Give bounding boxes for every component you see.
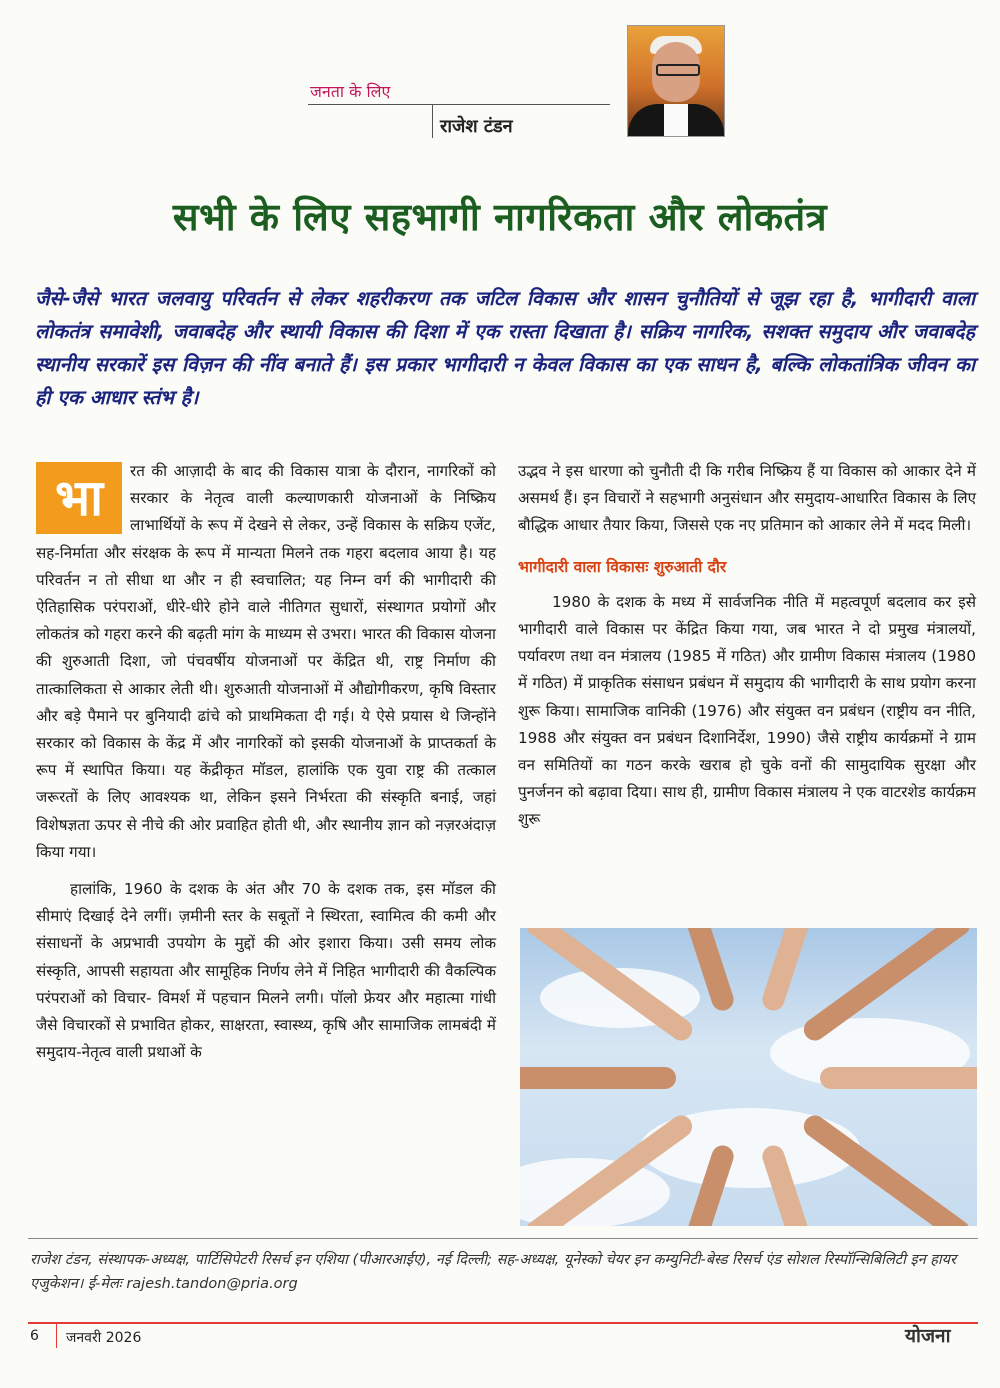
right-paragraph-1: उद्भव ने इस धारणा को चुनौती दी कि गरीब निष्क्रिय हैं या विकास को आकार देने में असमर्थ हैं। इन विचारों ने सहभागी अनुसंधान और समुदाय-आधारित विकास के लिए बौद्धिक आधार तैयार किया, जिससे एक नए प्रतिमान को आकार लेने में मदद मिली।: [518, 462, 976, 535]
hand: [820, 1067, 977, 1089]
column-label: जनता के लिए: [310, 82, 391, 101]
footer-divider: [56, 1322, 57, 1348]
author-name: राजेश टंडन: [440, 116, 513, 137]
right-column: [518, 458, 976, 834]
hands-circle-photo: [520, 928, 977, 1226]
article-intro: जैसे-जैसे भारत जलवायु परिवर्तन से लेकर शहरीकरण तक जटिल विकास और शासन चुनौतियों से जूझ रहा है, भागीदारी वाला लोकतंत्र समावेशी, जवाबदेह और स्थायी विकास की दिशा में एक रास्ता दिखाता है। सक्रिय नागरिक, सशक्त समुदाय और जवाबदेह स्थानीय सरकारें इस विज़न की नींव बनाते हैं। इस प्रकार भागीदारी न केवल विकास का एक साधन है, बल्कि लोकतांत्रिक जीवन का ही एक आधार स्तंभ है।: [35, 287, 975, 409]
left-paragraph-1: रत की आज़ादी के बाद की विकास यात्रा के दौरान, नागरिकों को सरकार के नेतृत्व वाली कल्याणकारी योजनाओं के निष्क्रिय लाभार्थियों के रूप में देखने से लेकर, उन्हें विकास के सक्रिय एजेंट, सह-निर्माता और संरक्षक के रूप में मान्यता मिलने तक गहरा बदलाव आया है। यह परिवर्तन न तो सीधा था और न ही स्वचालित; यह निम्न वर्ग की भागीदारी की ऐतिहासिक परंपराओं, धीरे-धीरे होने वाले नीतिगत सुधारों, संस्थागत प्रयोगों और लोकतंत्र को गहरा करने की बढ़ती मांग के माध्यम से उभरा। भारत की विकास योजना की शुरुआती दिशा, जो पंचवर्षीय योजनाओं पर केंद्रित थी, राष्ट्र निर्माण की तात्कालिकता से आकार लेती थी। शुरुआती योजनाओं में औद्योगीकरण, कृषि विस्तार और बड़े पैमाने पर बुनियादी ढांचे को प्राथमिकता दी गई। ये ऐसे प्रयास थे जिन्होंने सरकार को विकास के केंद्र में और नागरिकों को इसकी योजनाओं के प्राप्तकर्ता के रूप में स्थापित किया। यह केंद्रीकृत मॉडल, हालांकि एक युवा राष्ट्र की तत्काल जरूरतों के लिए आवश्यक था, लेकिन इसने निर्भरता की संस्कृति बनाई, जहां विशेषज्ञता ऊपर से नीचे की ओर प्रवाहित होती थी, और स्थानीय ज्ञान को नज़रअंदाज़ किया गया।: [36, 462, 496, 861]
header-divider: [308, 104, 610, 105]
hand: [760, 928, 843, 1013]
header-divider-vertical: [432, 104, 433, 138]
left-paragraph-2: हालांकि, 1960 के दशक के अंत और 70 के दशक तक, इस मॉडल की सीमाएं दिखाई देने लगीं। ज़मीनी स्तर के सबूतों ने स्थिरता, स्वामित्व की कमी और संसाधनों के अप्रभावी उपयोग के मुद्दों की ओर इशारा किया। उसी समय लोक संस्कृति, आपसी सहायता और सामूहिक निर्णय लेने में निहित भागीदारी की वैकल्पिक परंपराओं को विचार- विमर्श में पहचान मिलने लगी। पॉलो फ्रेयर और महात्मा गांधी जैसे विचारकों से प्रभावित होकर, साक्षरता, स्वास्थ्य, कृषि और सामाजिक लामबंदी में समुदाय-नेतृत्व वाली प्रथाओं के: [36, 880, 496, 1062]
section-subheading: भागीदारी वाला विकासः शुरुआती दौर: [518, 557, 727, 576]
issue-date: जनवरी 2026: [66, 1330, 142, 1346]
magazine-name: योजना: [905, 1325, 951, 1347]
hand: [520, 1067, 676, 1089]
drop-cap: भा: [36, 462, 122, 534]
footer-rule: [28, 1322, 978, 1324]
footnote-divider: [28, 1238, 978, 1239]
right-paragraph-2: 1980 के दशक के मध्य में सार्वजनिक नीति में महत्वपूर्ण बदलाव कर इसे भागीदारी वाले विकास पर केंद्रित किया गया, जब भारत ने दो प्रमुख मंत्रालयों, पर्यावरण तथा वन मंत्रालय (1985 में गठित) और ग्रामीण विकास मंत्रालय (1980 में गठित) में प्राकृतिक संसाधन प्रबंधन में समुदाय की भागीदारी के साथ प्रयोग करना शुरू किया। सामाजिक वानिकी (1976) और संयुक्त वन प्रबंधन (राष्ट्रीय वन नीति, 1988 और संयुक्त वन प्रबंधन दिशानिर्देश, 1990) जैसे राष्ट्रीय कार्यक्रमों ने ग्राम वन समितियों का गठन करके खराब हो चुके वनों की सामुदायिक सुरक्षा और पुनर्जनन को बढ़ावा दिया। साथ ही, ग्रामीण विकास मंत्रालय ने एक वाटरशेड कार्यक्रम शुरू: [518, 592, 976, 829]
left-column: [36, 458, 496, 1066]
author-photo: [627, 25, 725, 137]
page-number: 6: [30, 1328, 39, 1344]
article-title: सभी के लिए सहभागी नागरिकता और लोकतंत्र: [172, 195, 828, 239]
author-footnote: राजेश टंडन, संस्थापक-अध्यक्ष, पार्टिसिपेटरी रिसर्च इन एशिया (पीआरआईए), नई दिल्ली; सह-अध्यक्ष, यूनेस्को चेयर इन कम्युनिटी-बेस्ड रिसर्च एंड सोशल रिस्पॉन्सिबिलिटी इन हायर एजुकेशन। ई-मेलः rajesh.tandon@pria.org: [30, 1252, 957, 1292]
